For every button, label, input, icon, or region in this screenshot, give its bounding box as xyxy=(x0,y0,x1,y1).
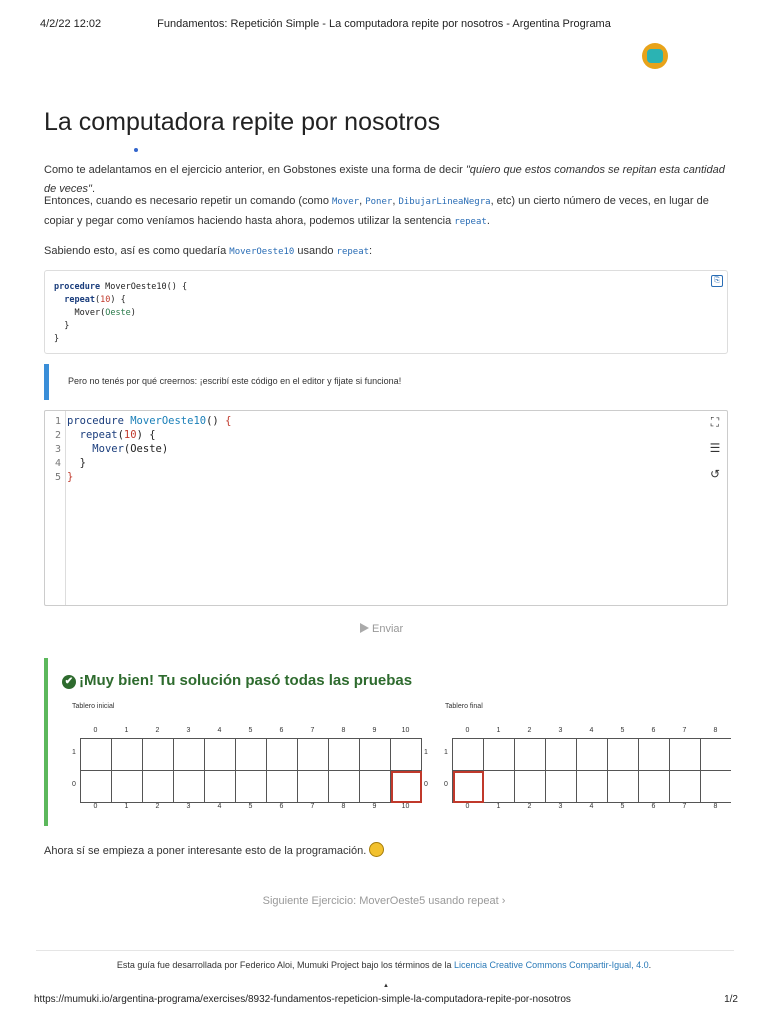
code-number: 10 xyxy=(123,429,137,441)
board-cell xyxy=(453,739,484,771)
code-command: Mover xyxy=(92,443,124,455)
line-number: 2 xyxy=(54,430,61,441)
caret-up-icon: ▲ xyxy=(383,983,389,989)
board-column-label: 4 xyxy=(217,803,222,810)
board-cell xyxy=(236,771,267,803)
board-column-label: 8 xyxy=(341,727,346,734)
intro-end: . xyxy=(91,183,95,195)
board-column-label: 10 xyxy=(401,803,410,810)
board-cell xyxy=(205,771,236,803)
board-grid xyxy=(452,738,731,803)
board-column-label: 9 xyxy=(372,727,377,734)
repeat-text-a: Entonces, cuando es necesario repetir un comando (como xyxy=(44,195,332,207)
code-dibujar: DibujarLineaNegra xyxy=(398,197,491,207)
footer xyxy=(0,960,768,970)
example-code-block xyxy=(44,270,728,354)
board-column-label: 3 xyxy=(558,727,563,734)
after-text: Ahora sí se empieza a poner interesante esto de la programación. xyxy=(44,845,367,857)
code-brace: { xyxy=(149,429,156,441)
code-brace: } xyxy=(79,457,86,469)
editor-line[interactable] xyxy=(67,429,156,441)
board-column-label: 2 xyxy=(527,803,532,810)
board-column-label: 6 xyxy=(279,803,284,810)
print-date: 4/2/22 12:02 xyxy=(40,18,102,30)
board-cell xyxy=(701,739,731,771)
code-text: ) xyxy=(130,308,136,318)
code-poner: Poner xyxy=(365,197,393,207)
example-text-end: : xyxy=(369,245,373,257)
board-column-label: 2 xyxy=(155,803,160,810)
example-text-b: usando xyxy=(294,245,337,257)
board-cell xyxy=(515,739,546,771)
board-row-label: 0 xyxy=(424,781,428,788)
board-column-label: 8 xyxy=(713,727,718,734)
code-text: ( xyxy=(94,295,101,305)
code-text: Mover( xyxy=(74,308,106,318)
board-cell xyxy=(174,771,205,803)
line-number: 3 xyxy=(54,444,61,455)
code-separator: , xyxy=(392,195,399,207)
code-text: ( xyxy=(117,429,124,441)
code-keyword: repeat xyxy=(79,429,118,441)
next-exercise-label: Siguiente Ejercicio: MoverOeste5 usando repeat xyxy=(262,895,499,907)
board-grid xyxy=(80,738,422,803)
board-column-label: 3 xyxy=(558,803,563,810)
reset-icon[interactable]: ↺ xyxy=(709,467,721,481)
board-column-label: 4 xyxy=(589,803,594,810)
board-cell xyxy=(298,739,329,771)
board-cell xyxy=(546,739,577,771)
next-exercise-link[interactable] xyxy=(0,895,768,907)
board-cell xyxy=(701,771,731,803)
example-text-a: Sabiendo esto, así es como quedaría xyxy=(44,245,230,257)
board-column-label: 5 xyxy=(620,803,625,810)
check-icon: ✔ xyxy=(62,675,76,689)
code-text: (Oeste) xyxy=(123,443,169,455)
board-row-label: 1 xyxy=(72,749,76,756)
board-cell xyxy=(639,739,670,771)
code-repeat: repeat xyxy=(336,247,370,257)
board-cell xyxy=(639,771,670,803)
print-title: Fundamentos: Repetición Simple - La computadora repite por nosotros - Argentina Programa xyxy=(157,18,611,30)
board-cell xyxy=(391,739,422,771)
board-cell xyxy=(329,771,360,803)
board-cell xyxy=(298,771,329,803)
line-number: 4 xyxy=(54,458,61,469)
board-column-label: 5 xyxy=(248,803,253,810)
board-column-label: 5 xyxy=(248,727,253,734)
board-column-label: 1 xyxy=(496,727,501,734)
board-column-label: 0 xyxy=(465,803,470,810)
board-column-label: 6 xyxy=(279,727,284,734)
page-title: La computadora repite por nosotros xyxy=(44,108,441,136)
progress-dot xyxy=(134,148,138,152)
board-column-label: 3 xyxy=(186,803,191,810)
repeat-paragraph xyxy=(44,192,734,232)
board-cell xyxy=(112,739,143,771)
board-row-label: 0 xyxy=(72,781,76,788)
code-procedure-name: MoverOeste10 xyxy=(130,415,207,427)
board-column-label: 1 xyxy=(124,727,129,734)
board-column-label: 10 xyxy=(401,727,410,734)
code-text: } xyxy=(64,321,70,331)
board-cell xyxy=(608,739,639,771)
code-text: ) xyxy=(136,429,143,441)
board-column-label: 6 xyxy=(651,803,656,810)
repeat-text-end: . xyxy=(486,215,490,227)
result-title-text: ¡Muy bien! Tu solución pasó todas las pruebas xyxy=(79,672,413,689)
code-brace: } xyxy=(67,471,74,483)
board-cell xyxy=(515,771,546,803)
code-mover: Mover xyxy=(332,197,360,207)
intro-text: Como te adelantamos en el ejercicio anterior, en Gobstones existe una forma de decir xyxy=(44,164,466,176)
code-text: } xyxy=(54,334,60,344)
board-cell xyxy=(670,739,701,771)
board-cell xyxy=(360,771,391,803)
print-page-number: 1/2 xyxy=(724,994,738,1005)
board-column-label: 8 xyxy=(713,803,718,810)
board-row-label: 0 xyxy=(444,781,448,788)
line-number: 5 xyxy=(54,472,61,483)
board-column-label: 1 xyxy=(124,803,129,810)
board-cell xyxy=(112,771,143,803)
code-brace: { xyxy=(225,415,232,427)
line-number: 1 xyxy=(54,416,61,427)
board-column-label: 0 xyxy=(465,727,470,734)
footer-end: . xyxy=(648,960,652,970)
board-column-label: 4 xyxy=(217,727,222,734)
footer-divider xyxy=(36,950,734,951)
code-separator: , xyxy=(359,195,366,207)
fullscreen-icon[interactable]: ⛶ xyxy=(710,415,720,429)
board-cell xyxy=(143,739,174,771)
board-column-label: 3 xyxy=(186,727,191,734)
board-column-label: 7 xyxy=(682,803,687,810)
board-column-label: 0 xyxy=(93,727,98,734)
hint-box xyxy=(44,364,731,400)
smile-emoji-icon xyxy=(369,842,384,857)
intro-quote: "quiero que estos comandos se repitan esta cantidad de veces" xyxy=(44,164,725,195)
result-title xyxy=(62,672,412,689)
board-cell xyxy=(205,739,236,771)
board-cell xyxy=(81,771,112,803)
code-editor[interactable] xyxy=(44,410,728,606)
code-moveroeste10: MoverOeste10 xyxy=(229,247,295,257)
board-head-cell xyxy=(391,771,422,803)
board-cell xyxy=(267,771,298,803)
board-column-label: 2 xyxy=(155,727,160,734)
footer-text: Esta guía fue desarrollada por Federico Aloi, Mumuki Project bajo los términos de la xyxy=(116,960,455,970)
hint-text: Pero no tenés por qué creernos: ¡escribí este código en el editor y fijate si funciona! xyxy=(68,376,402,386)
board-column-label: 1 xyxy=(496,803,501,810)
editor-line[interactable] xyxy=(67,415,231,427)
chevron-right-icon: › xyxy=(501,895,506,907)
editor-line[interactable] xyxy=(67,471,73,483)
play-icon xyxy=(360,623,369,633)
board-cell xyxy=(608,771,639,803)
code-text: MoverOeste10() { xyxy=(100,282,188,292)
board-cell xyxy=(546,771,577,803)
indent-icon[interactable]: ☰ xyxy=(709,441,721,455)
code-keyword: procedure xyxy=(67,415,124,427)
board-cell xyxy=(174,739,205,771)
board-head-cell xyxy=(453,771,484,803)
editor-gutter xyxy=(45,411,66,605)
board-column-label: 7 xyxy=(310,727,315,734)
board-cell xyxy=(360,739,391,771)
code-direction: Oeste xyxy=(105,308,131,318)
editor-line[interactable] xyxy=(67,457,86,469)
submit-button[interactable] xyxy=(360,623,403,635)
license-link[interactable]: Licencia Creative Commons Compartir-Igual, 4.0 xyxy=(454,960,649,970)
board-cell xyxy=(484,739,515,771)
code-repeat: repeat xyxy=(454,217,487,227)
code-number: 10 xyxy=(100,295,111,305)
after-paragraph xyxy=(44,842,384,857)
board-column-label: 5 xyxy=(620,727,625,734)
board-column-label: 0 xyxy=(93,803,98,810)
editor-line[interactable] xyxy=(67,443,168,455)
submit-label: Enviar xyxy=(372,623,404,635)
code-text: () xyxy=(206,415,219,427)
board-cell xyxy=(670,771,701,803)
result-panel xyxy=(44,658,730,826)
board-column-label: 9 xyxy=(372,803,377,810)
board-cell xyxy=(484,771,515,803)
board-cell xyxy=(329,739,360,771)
board-cell xyxy=(577,739,608,771)
board-row-label: 1 xyxy=(424,749,428,756)
print-url: https://mumuki.io/argentina-programa/exercises/8932-fundamentos-repeticion-simple-la-computadora-repite-por-nosotros xyxy=(34,994,571,1005)
board-column-label: 7 xyxy=(310,803,315,810)
code-text: ) { xyxy=(110,295,126,305)
final-board-label: Tablero final xyxy=(445,703,483,710)
board-column-label: 7 xyxy=(682,727,687,734)
board-cell xyxy=(143,771,174,803)
user-avatar[interactable] xyxy=(642,43,668,69)
board-cell xyxy=(577,771,608,803)
repeat-text-b: , etc) un cierto número de veces, en lugar de copiar y pegar como veníamos haciendo hasta ahora, podemos utilizar la sentencia xyxy=(44,195,709,227)
board-column-label: 2 xyxy=(527,727,532,734)
copy-icon[interactable]: ⎘ xyxy=(711,275,723,287)
board-row-label: 1 xyxy=(444,749,448,756)
board-cell xyxy=(267,739,298,771)
board-column-label: 6 xyxy=(651,727,656,734)
code-keyword: repeat xyxy=(64,295,95,305)
board-cell xyxy=(236,739,267,771)
code-keyword: procedure xyxy=(54,282,101,292)
board-column-label: 8 xyxy=(341,803,346,810)
board-column-label: 4 xyxy=(589,727,594,734)
example-code xyxy=(54,281,187,346)
avatar-icon xyxy=(647,49,663,63)
initial-board-label: Tablero inicial xyxy=(72,703,115,710)
example-paragraph xyxy=(44,242,734,262)
board-cell xyxy=(81,739,112,771)
